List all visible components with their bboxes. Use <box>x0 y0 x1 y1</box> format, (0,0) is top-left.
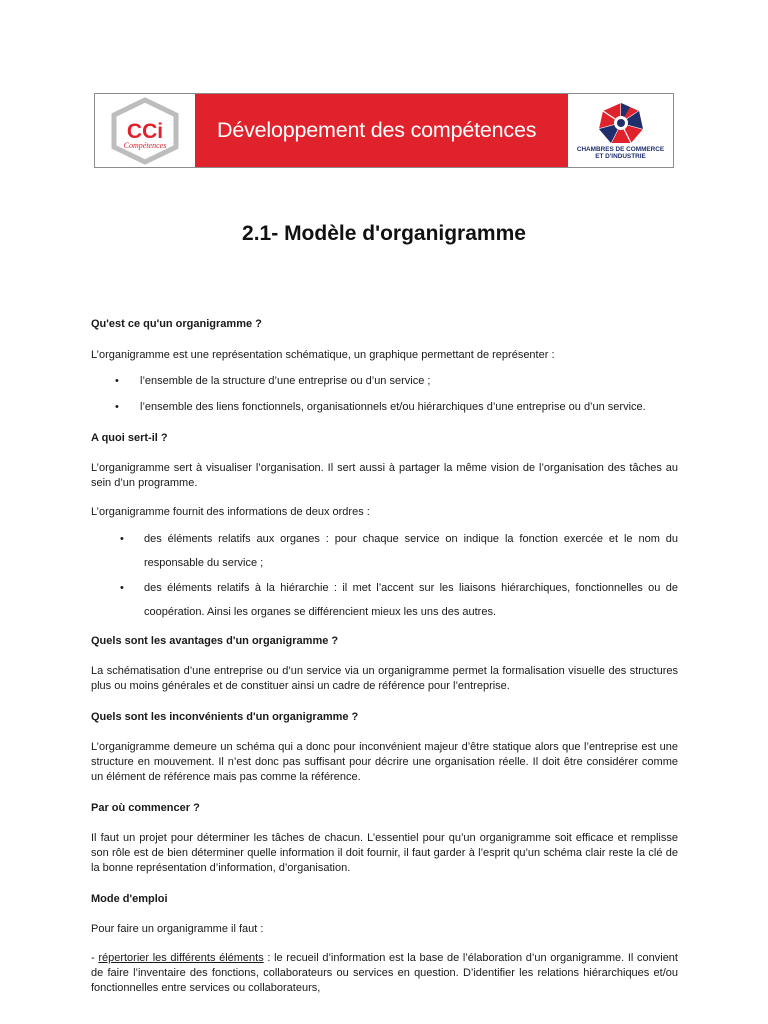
page-title: 2.1- Modèle d'organigramme <box>242 222 526 245</box>
list-item-text-line2: responsable du service ; <box>144 557 264 569</box>
bullet-list <box>91 374 678 415</box>
paragraph-rest: : le recueil d’information est la base de l’élaboration d’un organigramme. Il convient de faire l’inventaire des fonctions, collaborateurs ou services en question. D’identifier les relations hiérarchiques et/ou fonctionnelles entre services ou collaborateurs, <box>91 952 678 994</box>
list-item-text-line1: des éléments relatifs à la hiérarchie : il met l’accent sur les liaisons hiérarchiques, fonctionnelles ou de <box>144 582 678 594</box>
cci-logo-subtext: Compétences <box>123 140 167 150</box>
cci-logo-text: CCi <box>126 119 164 143</box>
section-heading: Quels sont les inconvénients d'un organigramme ? <box>91 711 359 723</box>
chambres-logo-line2: ET D'INDUSTRIE <box>595 153 646 160</box>
paragraph: Pour faire un organigramme il faut : <box>91 923 264 935</box>
bullet-list <box>91 532 678 620</box>
list-item <box>91 374 678 389</box>
list-item-text: l’ensemble de la structure d’une entreprise ou d’un service ; <box>140 375 431 387</box>
list-item <box>91 581 678 620</box>
banner-title: Développement des compétences <box>217 118 537 142</box>
list-item-text: l’ensemble des liens fonctionnels, organisationnels et/ou hiérarchiques d’une entreprise ou d’un service. <box>140 401 646 413</box>
list-dash: - <box>91 952 99 964</box>
section-heading: Mode d'emploi <box>91 893 168 905</box>
list-item <box>91 532 678 571</box>
section-heading: A quoi sert-il ? <box>91 432 168 444</box>
list-item-text-line1: des éléments relatifs aux organes : pour chaque service on indique la fonction exercée et le nom du <box>144 533 678 545</box>
bullet-icon: • <box>120 533 124 545</box>
document-header-banner <box>94 93 674 168</box>
chambres-de-commerce-text <box>577 146 664 160</box>
paragraph: L’organigramme fournit des informations de deux ordres : <box>91 506 370 518</box>
paragraph: L’organigramme demeure un schéma qui a donc pour inconvénient majeur d’être statique alors que l’entreprise est une structure en mouvement. Il n’est donc pas suffisant pour décrire une organisation réelle. Il doit être considérer comme un élément de référence mais pas comme la référence. <box>91 741 678 783</box>
bullet-icon: • <box>115 375 119 387</box>
bullet-icon: • <box>115 401 119 413</box>
list-item-text-line2: coopération. Ainsi les organes se différencient mieux les uns des autres. <box>144 606 496 618</box>
paragraph: L’organigramme sert à visualiser l’organisation. Il sert aussi à partager la même vision de l’organisation des tâches au sein d’un programme. <box>91 462 678 489</box>
chambres-emblem-icon <box>593 101 649 145</box>
paragraph: L’organigramme est une représentation schématique, un graphique permettant de représenter : <box>91 349 555 361</box>
section-heading: Par où commencer ? <box>91 802 200 814</box>
document-body <box>91 317 678 996</box>
section-heading: Qu'est ce qu'un organigramme ? <box>91 318 262 330</box>
section-heading: Quels sont les avantages d'un organigramme ? <box>91 635 339 647</box>
list-item <box>91 400 678 415</box>
paragraph: La schématisation d’une entreprise ou d’un service via un organigramme permet la formalisation visuelle des structures plus ou moins générales et de constituer ainsi un cadre de référence pour l’entreprise. <box>91 665 678 692</box>
paragraph <box>91 951 678 996</box>
paragraph: Il faut un projet pour déterminer les tâches de chacun. L’essentiel pour qu’un organigramme soit efficace et remplisse son rôle est de bien déterminer quelle information il doit fournir, il faut garder à l’esprit qu’un schéma clair reste la clé de la bonne représentation d’information, d’organisation. <box>91 832 678 874</box>
chambres-de-commerce-logo <box>568 94 673 167</box>
chambres-logo-line1: CHAMBRES DE COMMERCE <box>576 146 665 153</box>
cci-competences-logo <box>95 94 195 167</box>
bullet-icon: • <box>120 582 124 594</box>
underlined-term: répertorier les différents éléments <box>98 952 264 964</box>
banner-title-box <box>195 94 568 167</box>
